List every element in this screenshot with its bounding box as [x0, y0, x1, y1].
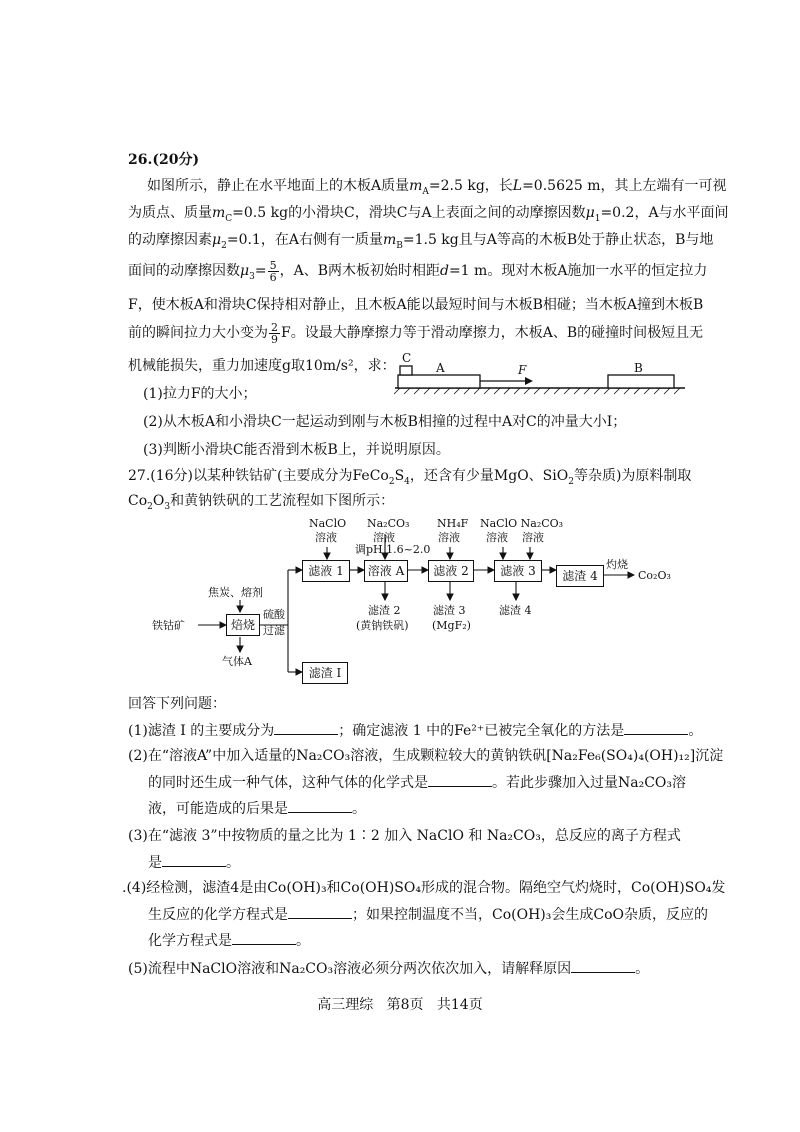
q26-sub-3: (3)判断小滑块C能否滑到木板B上，并说明原因。 [143, 442, 450, 458]
flow-label-naclo-na2co3: NaClO Na₂CO₃ [480, 517, 564, 530]
page-footer: 高三理综 第8页 共14页 [317, 997, 483, 1013]
answer-blank-8[interactable] [571, 958, 635, 973]
q26-header: 26.(20分) [128, 152, 200, 168]
flow-box-residue-4: 滤渣 4 [556, 565, 604, 587]
answer-blank-7[interactable] [232, 930, 296, 945]
flow-label-solution-4: 溶液 溶液 [486, 531, 544, 544]
flow-label-residue-4: 滤渣 4 [499, 604, 532, 617]
answer-blank-1[interactable] [274, 720, 338, 735]
flow-label-residue-2: 滤渣 2 [368, 604, 401, 617]
flow-box-filtrate-3: 滤液 3 [494, 560, 542, 582]
q26-line-3: 的动摩擦因素$\mu_2=0.1$，在A右侧有一质量$m_B=1.5$ kg且与A等高的木板B处于静止状态，B与地 [128, 232, 714, 251]
flow-label-acid: 硫酸 [263, 608, 285, 621]
flow-box-residue-1: 滤渣 I [302, 662, 348, 684]
flow-label-solution-1: 溶液 [315, 531, 337, 544]
flow-label-ph: 调pH 1.6~2.0 [355, 543, 431, 556]
label-c: C [402, 351, 412, 365]
flow-label-raw: 铁钴矿 [152, 619, 185, 632]
q27-sub-5: (5)流程中NaClO溶液和Na₂CO₃溶液必须分两次依次加入，请解释原因 。 [128, 958, 649, 979]
flow-box-roast: 焙烧 [226, 614, 260, 636]
q26-line-5: F，使木板A和滑块C保持相对静止，且木板A能以最短时间与木板B相碰；当木板A撞到木板B [128, 297, 704, 313]
q27-sub-2-line-2: 的同时还生成一种气体，这种气体的化学式是 。若此步骤加入过量Na₂CO₃溶 [148, 772, 686, 793]
flow-label-coke-flux: 焦炭、熔剂 [208, 586, 263, 599]
answer-blank-4[interactable] [288, 798, 352, 813]
q27-sub-4-line-1: .(4)经检测，滤渣4是由Co(OH)₃和Co(OH)SO₄形成的混合物。隔绝空气灼烧时，Co(OH)SO₄发 [122, 880, 726, 896]
flow-label-calcine: 灼烧 [606, 558, 628, 571]
answer-blank-2[interactable] [624, 720, 688, 735]
flow-label-solution-2: 溶液 [373, 531, 395, 544]
q26-sub-1: (1)拉力F的大小； [143, 386, 257, 402]
answer-blank-3[interactable] [428, 772, 492, 787]
flow-label-naclo-1: NaClO [309, 517, 347, 530]
label-b: B [634, 361, 643, 375]
q26-line-7: 机械能损失，重力加速度g取10m/s²，求： [128, 358, 396, 374]
q27-sub-2-line-1: (2)在“溶液A”中加入适量的Na₂CO₃溶液，生成颗粒较大的黄钠铁矾[Na₂Fe₆(SO₄)₄(OH)₁₂]沉淀 [128, 748, 724, 764]
fraction-5-6: $\frac{5}{6}$ [269, 258, 277, 284]
label-a: A [436, 361, 445, 375]
answer-blank-6[interactable] [288, 904, 352, 919]
fraction-2-9: $\frac{2}{9}$ [271, 320, 278, 346]
q27-answer-prompt: 回答下列问题： [128, 696, 226, 712]
q27-sub-4-line-2: 生反应的化学方程式是 ；如果控制温度不当，Co(OH)₃会生成CoO杂质，反应的 [148, 904, 708, 925]
flow-label-mgf2: (MgF₂) [432, 619, 471, 632]
flow-label-na2co3-1: Na₂CO₃ [367, 517, 410, 530]
q26-line-2: 为质点、质量$m_C=0.5$ kg的小滑块C，滑块C与A上表面之间的动摩擦因数$\mu_1=0.2$，A与水平面间 [128, 205, 729, 224]
flow-label-residue-3: 滤渣 3 [433, 604, 466, 617]
q27-sub-4-line-3: 化学方程式是 。 [148, 930, 310, 951]
answer-blank-5[interactable] [162, 852, 226, 867]
flow-label-solution-3: 溶液 [438, 531, 460, 544]
flow-label-product: Co₂O₃ [638, 569, 671, 582]
q26-sub-2: (2)从木板A和小滑块C一起运动到刚与木板B相撞的过程中A对C的冲量大小I； [143, 414, 627, 430]
q26-line-1: 如图所示，静止在水平地面上的木板A质量$m_A=2.5$ kg，长L=0.5625 m，其上左端有一可视 [147, 178, 727, 197]
q27-sub-3-line-1: (3)在“滤液 3”中按物质的量之比为 1∶2 加入 NaClO 和 Na₂CO₃，总反应的离子方程式 [128, 828, 681, 844]
flow-label-nh4f: NH₄F [437, 517, 469, 530]
q27-sub-2-line-3: 液，可能造成的后果是 。 [148, 798, 366, 819]
flow-label-gas: 气体A [222, 655, 252, 668]
flow-box-solution-a: 溶液 A [364, 560, 408, 582]
flow-label-natrojarosite: (黄钠铁矾) [356, 619, 409, 632]
flow-box-filtrate-1: 滤液 1 [302, 560, 350, 582]
label-f: F [518, 363, 527, 377]
q26-line-6: 前的瞬间拉力大小变为 $\frac{2}{9}$ F。设最大静摩擦力等于滑动摩擦力，木板A、B的碰撞时间极短且无 [128, 320, 704, 346]
flow-box-filtrate-2: 滤液 2 [428, 560, 474, 582]
q27-sub-1: (1)滤渣 I 的主要成分为 ；确定滤液 1 中的Fe²⁺已被完全氧化的方法是 。 [128, 720, 702, 741]
q27-sub-3-line-2: 是 。 [148, 852, 240, 873]
q27-line-2: $Co_2O_3$和黄钠铁矾的工艺流程如下图所示： [128, 493, 395, 512]
q27-header: 27.(16分)以某种铁钴矿(主要成分为$FeCo_2S_4$，还含有少量MgO、SiO$_2$等杂质)为原料制取 [128, 468, 692, 487]
q26-line-4: 面间的动摩擦因数$\mu_3=$ $\frac{5}{6}$ ，A、B两木板初始时相距d=1 m。现对木板A施加一水平的恒定拉力 [128, 258, 708, 284]
flow-label-filter: 过滤 [263, 624, 285, 637]
